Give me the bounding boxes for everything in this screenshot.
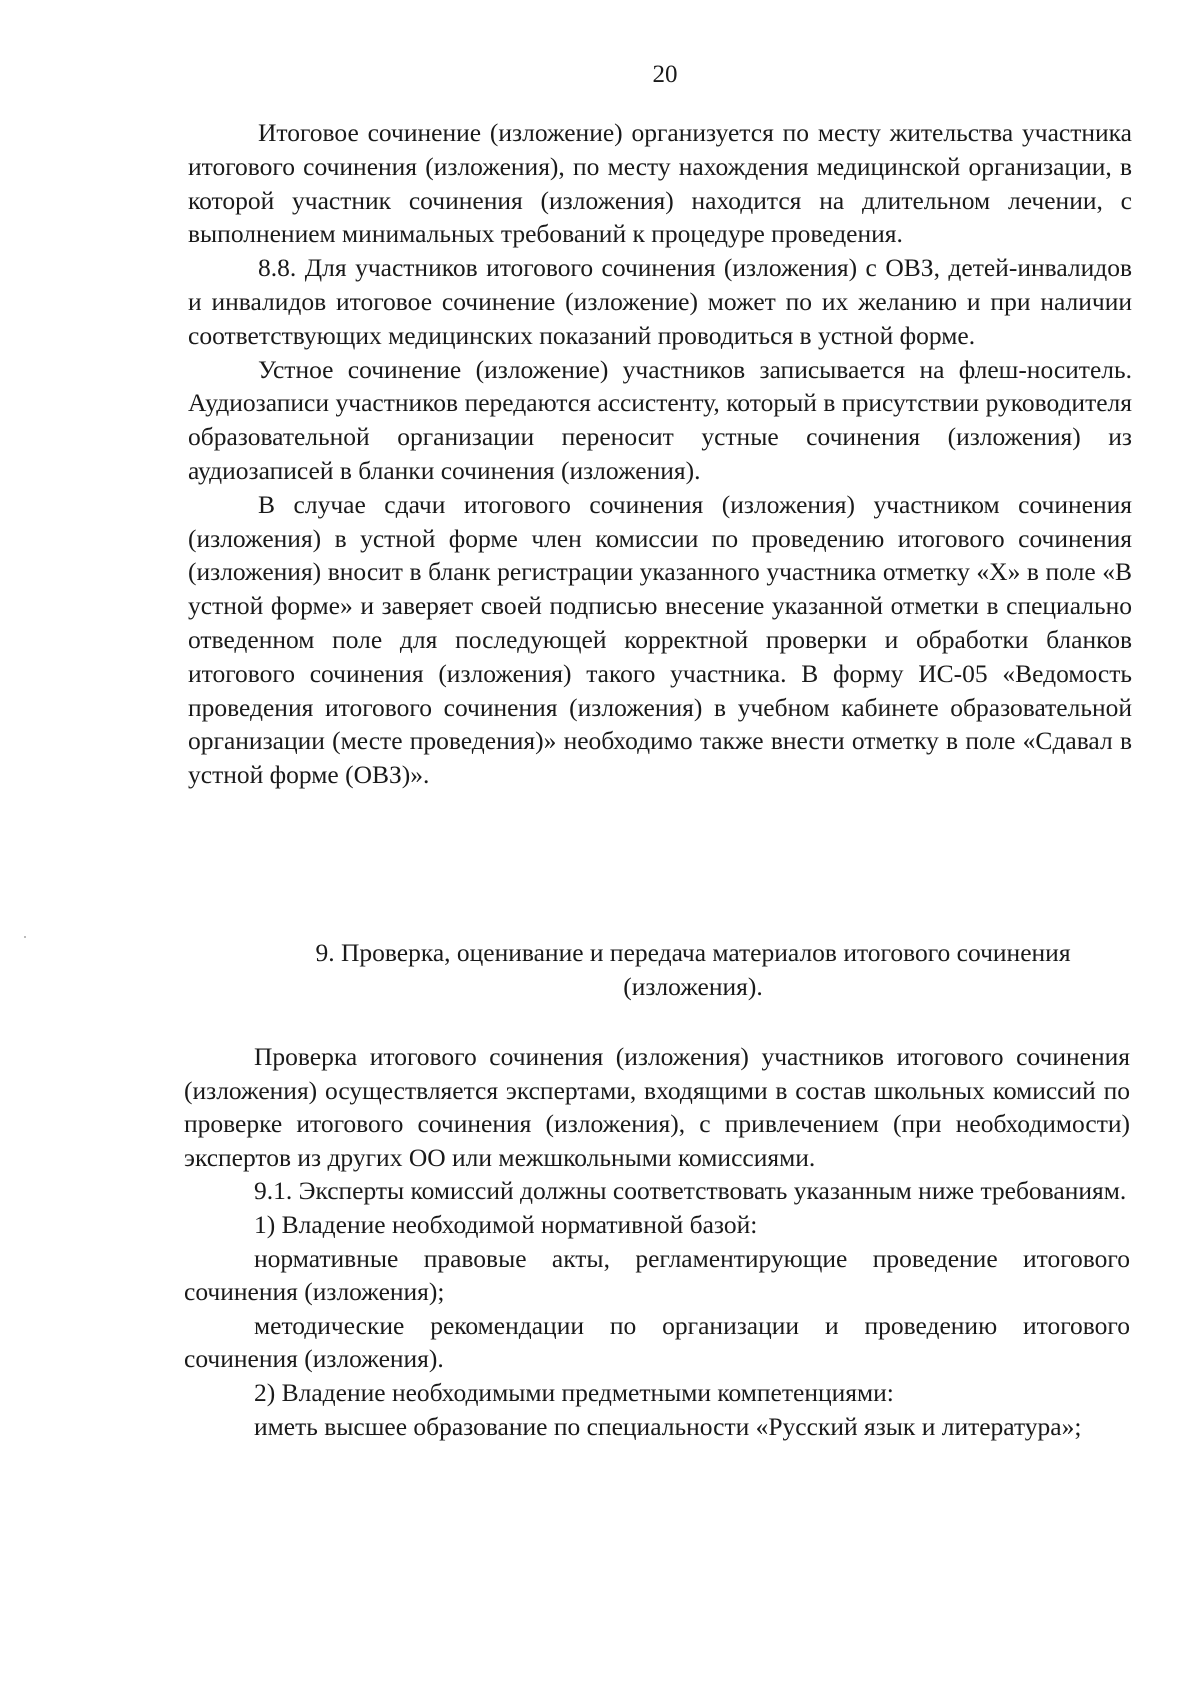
paragraph-oral-recording: Устное сочинение (изложение) участников записывается на флеш-носитель. Аудиозаписи участников передаются ассистенту, который в присутствии руководителя образовательной организации переносит устные сочинения (изложения) из аудиозаписей в бланки сочинения (изложения). xyxy=(188,354,1132,485)
section-heading-9 xyxy=(270,936,1116,1004)
paragraph-higher-education: иметь высшее образование по специальности «Русский язык и литература»; xyxy=(254,1411,1082,1441)
scan-artifact-dot xyxy=(24,936,26,938)
paragraph-residence-organization: Итоговое сочинение (изложение) организуется по месту жительства участника итогового сочинения (изложения), по месту нахождения медицинской организации, в которой участник сочинения (изложения) находится на длительном лечении, с выполнением минимальных требований к процедуре проведения. xyxy=(188,118,1132,249)
section-heading-line-2: (изложения). xyxy=(623,972,763,1001)
paragraph-methodical-recommendations: методические рекомендации по организации и проведению итогового сочинения (изложения). xyxy=(184,1310,1130,1374)
page-number: 20 xyxy=(652,61,678,88)
paragraph-requirement-1: 1) Владение необходимой нормативной базой: xyxy=(254,1209,758,1239)
paragraph-8-8-oral-form: 8.8. Для участников итогового сочинения (изложения) с ОВЗ, детей-инвалидов и инвалидов итоговое сочинение (изложение) может по их желанию и при наличии соответствующих медицинских показаний проводиться в устной форме. xyxy=(188,253,1132,350)
paragraph-requirement-2: 2) Владение необходимыми предметными компетенциями: xyxy=(254,1377,894,1407)
body-text-top xyxy=(188,116,1132,792)
paragraph-9-1-requirements: 9.1. Эксперты комиссий должны соответствовать указанным ниже требованиям. xyxy=(254,1176,1127,1206)
paragraph-checking-experts: Проверка итогового сочинения (изложения) участников итогового сочинения (изложения) осуществляется экспертами, входящими в состав школьных комиссий по проверке итогового сочинения (изложения), с привлечением (при необходимости) экспертов из других ОО или межшкольными комиссиями. xyxy=(184,1042,1130,1172)
section-heading-line-1: 9. Проверка, оценивание и передача материалов итогового сочинения xyxy=(315,938,1071,967)
body-text-bottom xyxy=(184,1040,1130,1443)
paragraph-normative-acts: нормативные правовые акты, регламентирующие проведение итогового сочинения (изложения); xyxy=(184,1243,1130,1307)
paragraph-oral-form-mark: В случае сдачи итогового сочинения (изложения) участником сочинения (изложения) в устной форме член комиссии по проведению итогового сочинения (изложения) вносит в бланк регистрации указанного участника отметку «Х» в поле «В устной форме» и заверяет своей подписью внесение указанной отметки в специально отведенном поле для последующей корректной проверки и обработки бланков итогового сочинения (изложения) такого участника. В форму ИС-05 «Ведомость проведения итогового сочинения (изложения) в учебном кабинете образовательной организации (месте проведения)» необходимо также внести отметку в поле «Сдавал в устной форме (ОВЗ)». xyxy=(188,489,1132,790)
